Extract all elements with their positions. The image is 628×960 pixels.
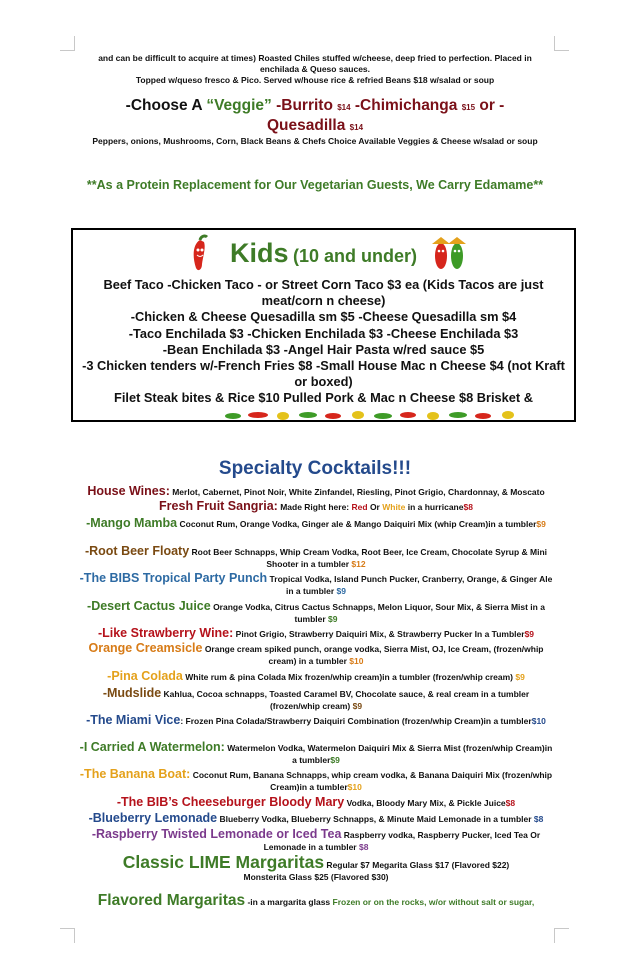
chile-relleno-description: [80, 53, 550, 86]
crop-mark: [60, 36, 75, 51]
kids-item-line: -Bean Enchilada $3 -Angel Hair Pasta w/red sauce $5: [162, 341, 485, 357]
kids-item-line: Filet Steak bites & Rice $10 Pulled Pork & Mac n Cheese $8 Brisket &: [114, 390, 533, 406]
veggie-description: Peppers, onions, Mushrooms, Corn, Black Beans & Chefs Choice Available Veggies & Cheese w/salad or soup: [92, 136, 538, 146]
kids-item-line: -Chicken & Cheese Quesadilla sm $5 -Cheese Quesadilla sm $4: [130, 309, 517, 325]
cocktail-item: -Blueberry Lemonade Blueberry Vodka, Blueberry Schnapps, & Minute Maid Lemonade in a tumbler $8: [88, 811, 544, 825]
cocktail-item: -Pina Colada White rum & pina Colada Mix frozen/whip cream)in a tumbler (frozen/whip cream) $9: [107, 669, 525, 683]
cocktail-item: -Mudslide Kahlua, Cocoa schnapps, Toasted Caramel BV, Chocolate sauce, & real cream in a tumbler (frozen/whip cream) $9: [102, 686, 530, 711]
kids-item-line: -3 Chicken tenders w/-French Fries $8 -Small House Mac n Cheese $4 (not Kraft or boxed): [82, 358, 565, 390]
cocktail-item: -Desert Cactus Juice Orange Vodka, Citrus Cactus Schnapps, Melon Liquor, Sour Mix, & Sierra Mist in a tumbler $9: [87, 599, 545, 624]
chili-border-icon: [223, 408, 523, 422]
crop-mark: [554, 36, 569, 51]
cocktail-item: -The Miami Vice: Frozen Pina Colada/Strawberry Daiquiri Combination (frozen/whip Cream)in a tumbler$10: [86, 713, 546, 727]
kids-title: Kids (10 and under): [230, 238, 417, 268]
cocktail-item: -Root Beer Floaty Root Beer Schnapps, Whip Cream Vodka, Root Beer, Ice Cream, Chocolate Syrup & Mini Shooter in a tumbler $12: [84, 544, 548, 569]
flavored-margaritas: Flavored Margaritas -in a margarita glass Frozen or on the rocks, w/or without salt or sugar,: [97, 892, 535, 909]
sangria: Fresh Fruit Sangria: Made Right here: Red Or White in a hurricane$8: [159, 499, 473, 513]
cocktails-title: Specialty Cocktails!!!: [218, 458, 412, 479]
kids-menu-box: [71, 228, 576, 422]
cocktail-item: -The Banana Boat: Coconut Rum, Banana Schnapps, whip cream vodka, & Banana Daiquiri Mix (frozen/whip Cream)in a tumbler$10: [79, 767, 553, 792]
crop-mark: [60, 928, 75, 943]
lime-margaritas: Classic LIME Margaritas Regular $7 Megarita Glass $17 (Flavored $22) Monsterita Glass $25 (Flavored $30): [122, 852, 510, 882]
intro-line: Topped w/queso fresco & Pico. Served w/house rice & refried Beans $18 w/salad or soup: [135, 75, 495, 85]
kids-item-line: Beef Taco -Chicken Taco - or Street Corn Taco $3 ea (Kids Tacos are just meat/corn n cheese): [103, 277, 544, 309]
cocktail-item: -Mango Mamba Coconut Rum, Orange Vodka, Ginger ale & Mango Daiquiri Mix (whip Cream)in a tumbler$9: [86, 516, 546, 530]
cocktail-item: -The BIB’s Cheeseburger Bloody Mary Vodka, Bloody Mary Mix, & Pickle Juice$8: [116, 795, 516, 809]
protein-note: **As a Protein Replacement for Our Vegetarian Guests, We Carry Edamame**: [86, 178, 544, 192]
house-wines: House Wines: Merlot, Cabernet, Pinot Noir, White Zinfandel, Riesling, Pinot Grigio, Chardonnay, & Moscato: [87, 484, 545, 498]
cocktail-item: -Raspberry Twisted Lemonade or Iced Tea Raspberry vodka, Raspberry Pucker, Iced Tea Or Lemonade in a tumbler $8: [91, 827, 541, 852]
cocktail-item: -I Carried A Watermelon: Watermelon Vodka, Watermelon Daiquiri Mix & Sierra Mist (frozen/whip Cream)in a tumbler$9: [79, 740, 553, 765]
dancing-peppers-icon: [429, 234, 469, 274]
cocktail-item: -The BIBS Tropical Party Punch Tropical Vodka, Island Punch Pucker, Cranberry, Orange, & Ginger Ale in a tumbler $9: [79, 571, 553, 596]
cocktail-item: -Like Strawberry Wine: Pinot Grigio, Strawberry Daiquiri Mix, & Strawberry Pucker In a Tumbler$9: [97, 626, 535, 640]
veggie-entrees-heading: -Choose A “Veggie” -Burrito $14 -Chimichanga $15 or - Quesadilla $14: [125, 97, 505, 134]
kids-items: [81, 277, 566, 407]
cocktail-item: Orange Creamsicle Orange cream spiked punch, orange vodka, Sierra Mist, OJ, Ice Cream, (frozen/whip cream) in a tumbler $10: [88, 641, 544, 666]
intro-line: and can be difficult to acquire at times) Roasted Chiles stuffed w/cheese, deep fried to perfection. Placed in enchilada & Queso sauces.: [98, 53, 532, 74]
kids-item-line: -Taco Enchilada $3 -Chicken Enchilada $3 -Cheese Enchilada $3: [128, 325, 519, 341]
crop-mark: [554, 928, 569, 943]
